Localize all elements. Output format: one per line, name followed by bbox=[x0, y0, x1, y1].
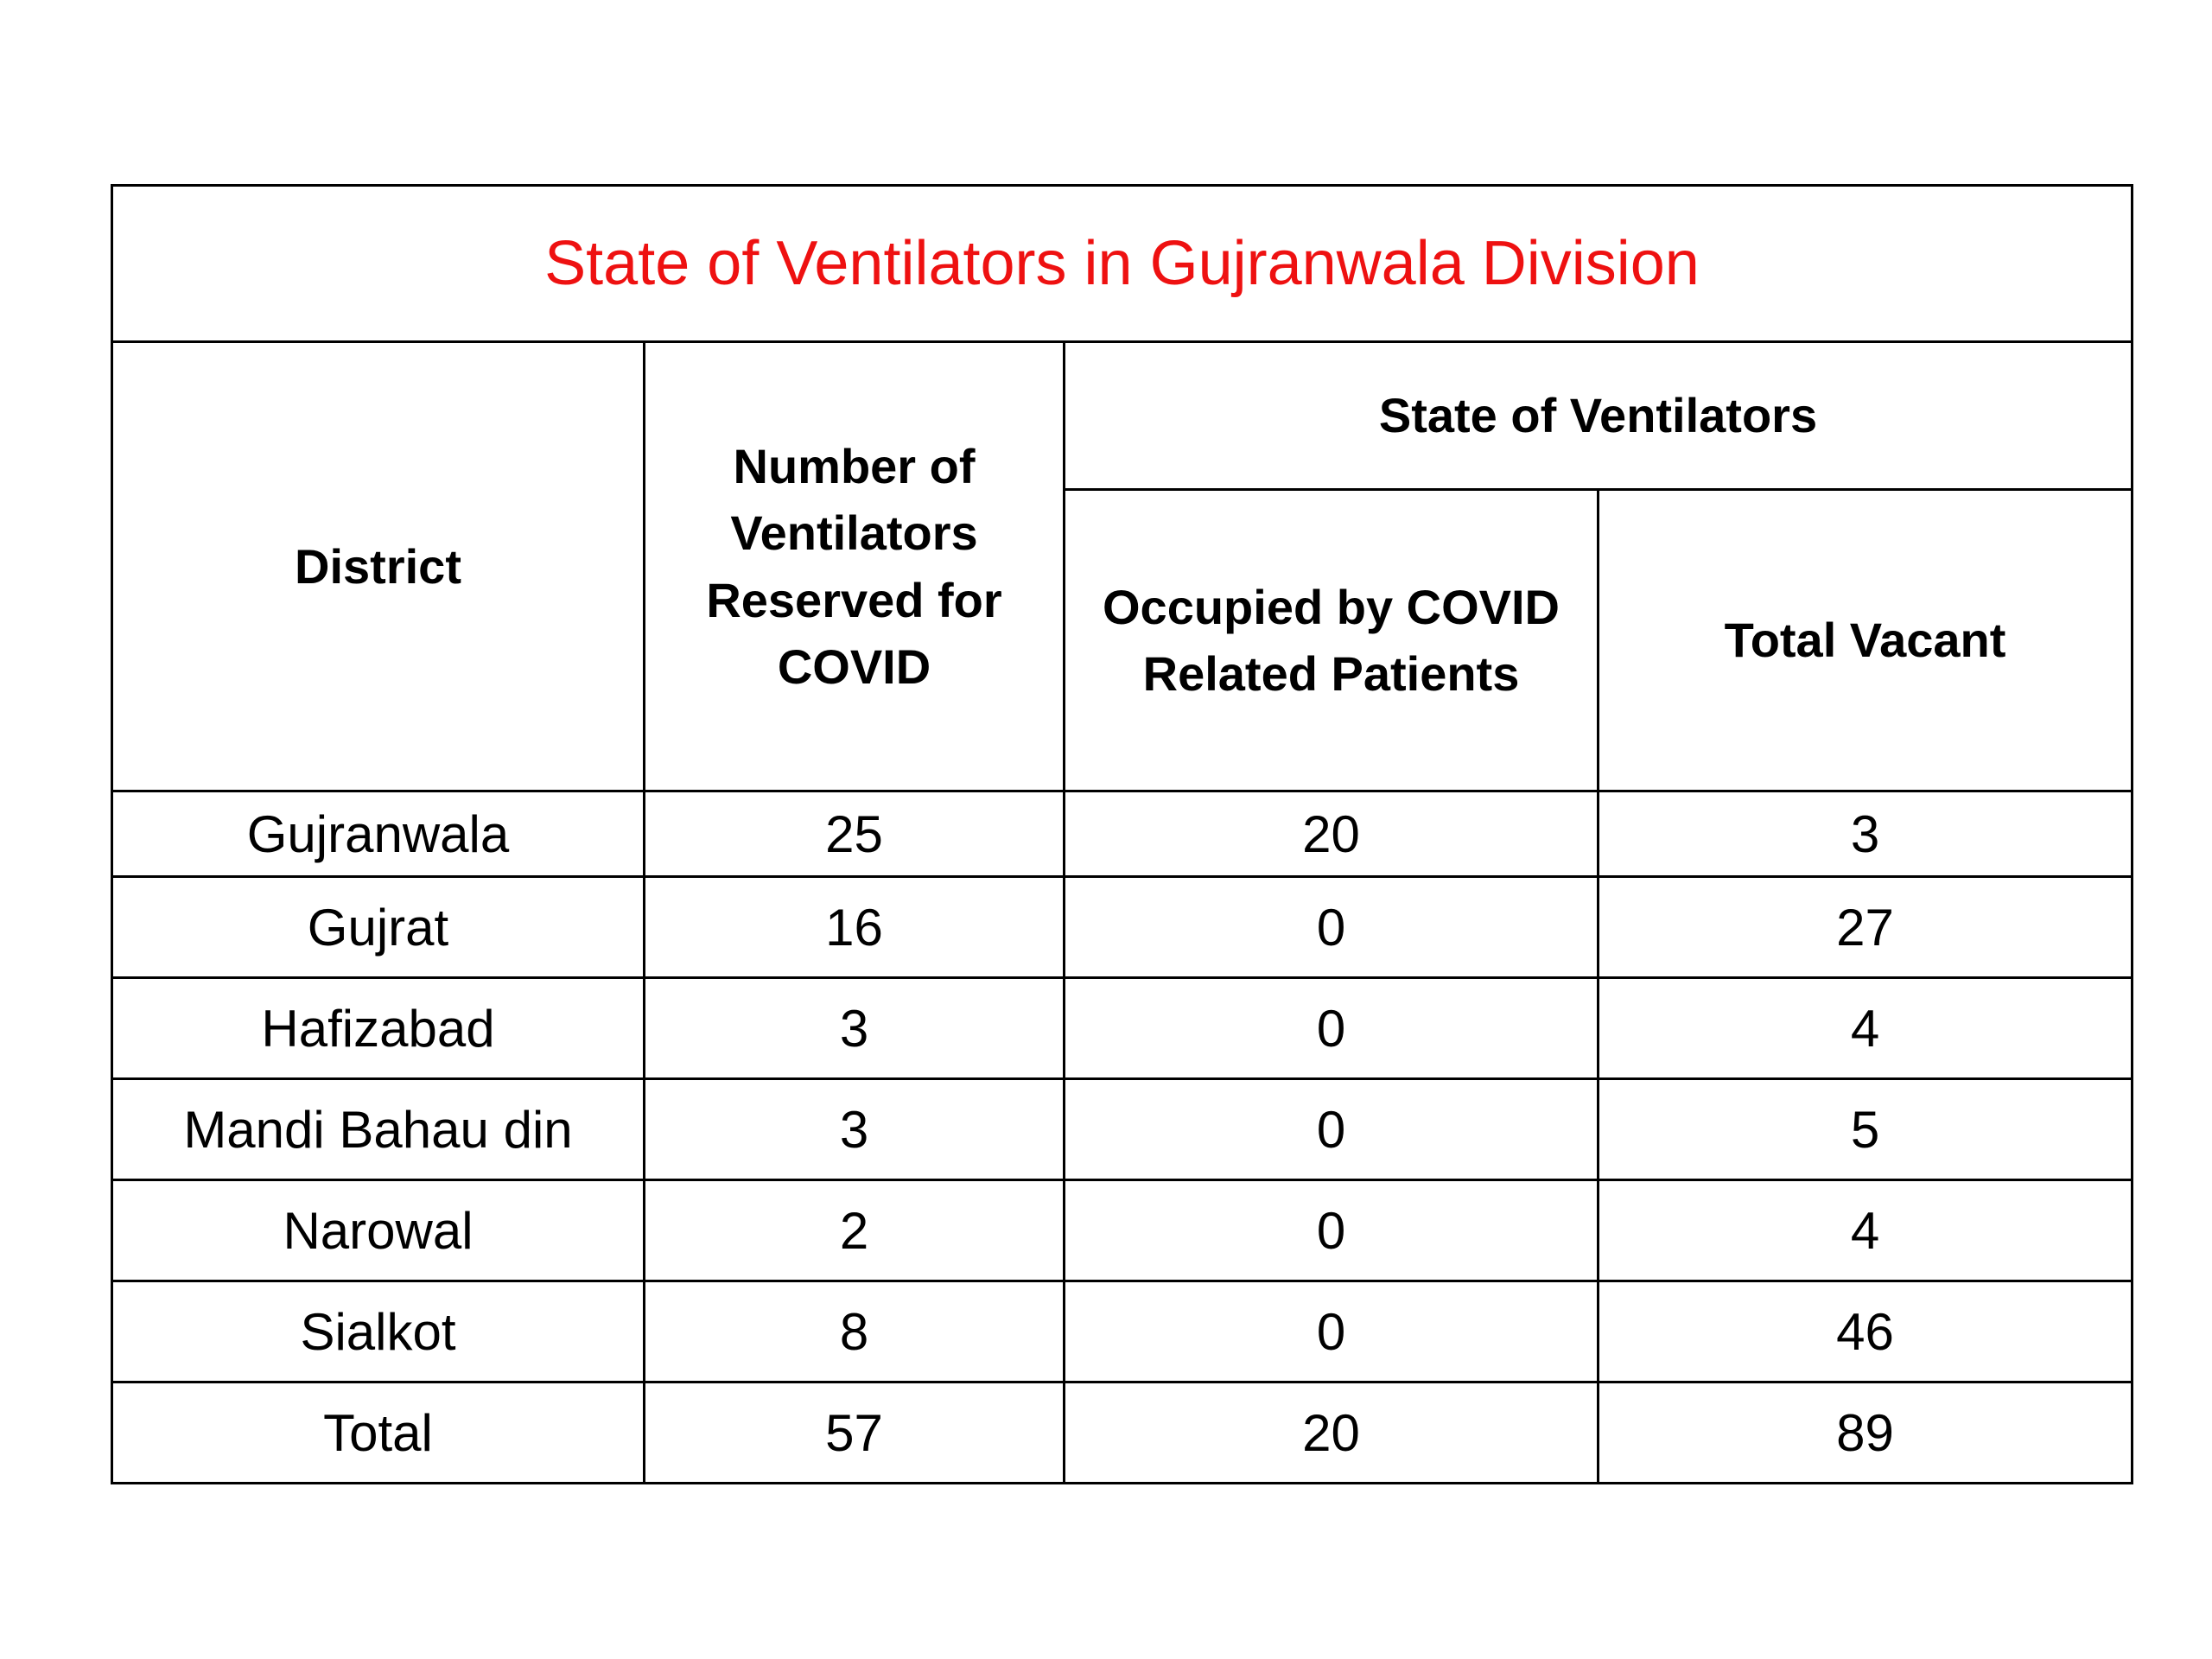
vacant-cell: 4 bbox=[1599, 978, 2133, 1079]
vacant-cell: 89 bbox=[1599, 1382, 2133, 1484]
reserved-cell: 8 bbox=[645, 1281, 1065, 1382]
reserved-cell: 16 bbox=[645, 877, 1065, 978]
occupied-cell: 0 bbox=[1065, 978, 1599, 1079]
table-title: State of Ventilators in Gujranwala Division bbox=[112, 186, 2133, 342]
table-row-total bbox=[112, 1382, 2133, 1484]
district-cell: Gujrat bbox=[112, 877, 645, 978]
vacant-cell: 46 bbox=[1599, 1281, 2133, 1382]
table-row bbox=[112, 877, 2133, 978]
table-row bbox=[112, 791, 2133, 877]
occupied-cell: 0 bbox=[1065, 1079, 1599, 1180]
header-row-group bbox=[112, 342, 2133, 490]
district-cell: Narowal bbox=[112, 1180, 645, 1281]
district-cell: Gujranwala bbox=[112, 791, 645, 877]
vacant-cell: 5 bbox=[1599, 1079, 2133, 1180]
reserved-cell: 3 bbox=[645, 1079, 1065, 1180]
reserved-cell: 3 bbox=[645, 978, 1065, 1079]
reserved-cell: 57 bbox=[645, 1382, 1065, 1484]
header-state-of-ventilators: State of Ventilators bbox=[1065, 342, 2133, 490]
occupied-cell: 0 bbox=[1065, 877, 1599, 978]
table-row bbox=[112, 978, 2133, 1079]
district-cell: Mandi Bahau din bbox=[112, 1079, 645, 1180]
vacant-cell: 3 bbox=[1599, 791, 2133, 877]
occupied-cell: 0 bbox=[1065, 1180, 1599, 1281]
reserved-cell: 2 bbox=[645, 1180, 1065, 1281]
title-row bbox=[112, 186, 2133, 342]
header-occupied: Occupied by COVID Related Patients bbox=[1065, 490, 1599, 791]
table-row bbox=[112, 1180, 2133, 1281]
header-vacant: Total Vacant bbox=[1599, 490, 2133, 791]
reserved-cell: 25 bbox=[645, 791, 1065, 877]
district-cell: Hafizabad bbox=[112, 978, 645, 1079]
vacant-cell: 27 bbox=[1599, 877, 2133, 978]
vacant-cell: 4 bbox=[1599, 1180, 2133, 1281]
table-row bbox=[112, 1281, 2133, 1382]
header-reserved: Number of Ventilators Reserved for COVID bbox=[645, 342, 1065, 791]
occupied-cell: 20 bbox=[1065, 1382, 1599, 1484]
ventilator-table bbox=[111, 184, 2133, 1484]
occupied-cell: 20 bbox=[1065, 791, 1599, 877]
table-row bbox=[112, 1079, 2133, 1180]
district-cell: Total bbox=[112, 1382, 645, 1484]
header-district: District bbox=[112, 342, 645, 791]
district-cell: Sialkot bbox=[112, 1281, 645, 1382]
occupied-cell: 0 bbox=[1065, 1281, 1599, 1382]
